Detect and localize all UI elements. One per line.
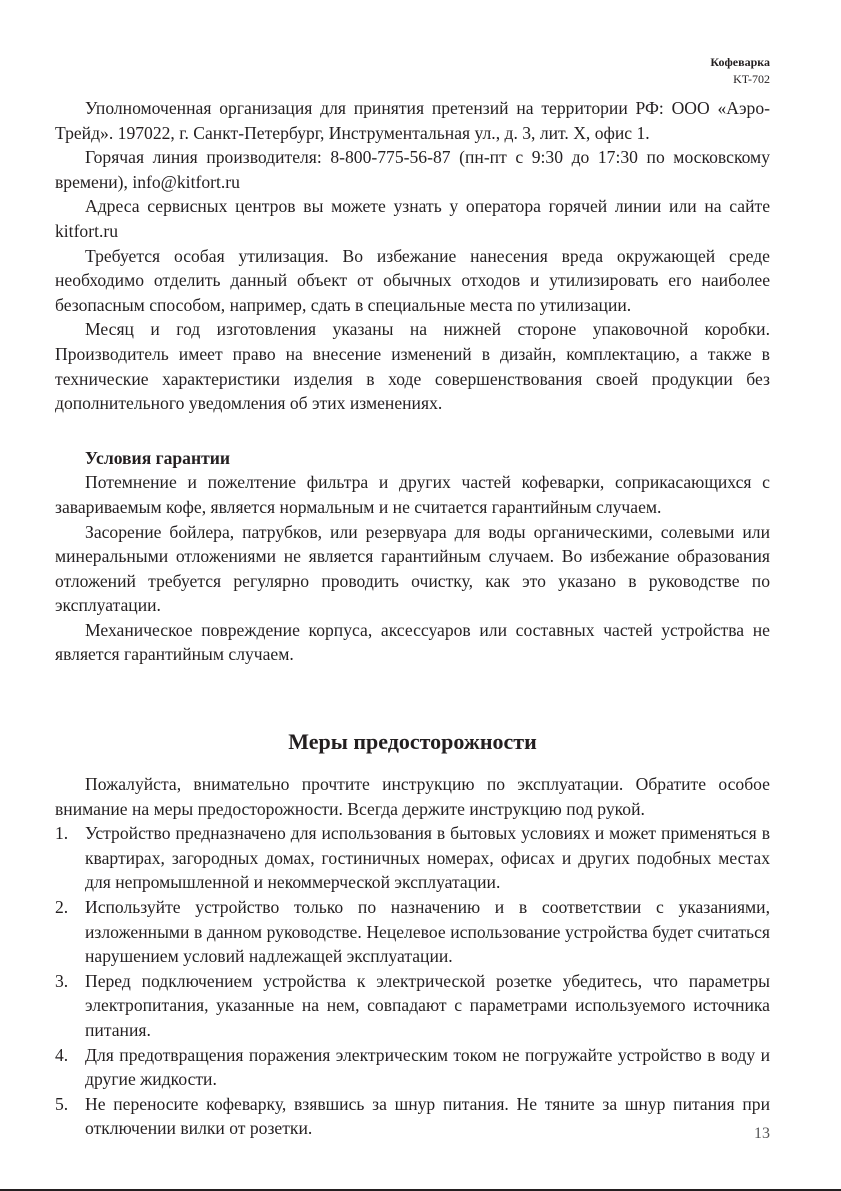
paragraph-service-centers: Адреса сервисных центров вы можете узнать у оператора горячей линии или на сайте kitfort.ru: [55, 196, 770, 241]
list-item-number: 1.: [55, 823, 69, 844]
warranty-paragraph-mechanical-damage: Механическое повреждение корпуса, аксессуаров или составных частей устройства не является гарантийным случаем.: [55, 619, 770, 665]
list-item-text: Используйте устройство только по назначению и в соответствии с указаниями, изложенными в данном руководстве. Нецелевое использование устройства будет считаться нарушением условий надлежащей эксплуатации.: [85, 897, 770, 967]
header-product-name: Кофеварка: [710, 55, 770, 69]
paragraph-authorized-organization: Уполномоченная организация для принятия претензий на территории РФ: ООО «Аэро-Трейд». 197022, г. Санкт-Петербург, Инструментальная ул., д. 3, лит. Х, офис 1.: [55, 98, 770, 143]
warranty-heading: Условия гарантии: [85, 447, 231, 468]
list-item: [55, 895, 770, 969]
list-item: [55, 1043, 770, 1092]
list-item-text: Перед подключением устройства к электрической розетке убедитесь, что параметры электропитания, указанные на нем, совпадают с параметрами используемого источника питания.: [85, 970, 770, 1040]
running-header: [710, 54, 770, 88]
warranty-paragraph-deposits: Засорение бойлера, патрубков, или резервуара для воды органическими, солевыми или минеральными отложениями не является гарантийным случаем. Во избежание образования отложений требуется регулярно проводить очистку, как это указано в руководстве по эксплуатации.: [55, 521, 770, 616]
list-item-text: Для предотвращения поражения электрическим током не погружайте устройство в воду и другие жидкости.: [85, 1044, 770, 1090]
paragraph-manufacture-date: Месяц и год изготовления указаны на нижней стороне упаковочной коробки. Производитель имеет право на внесение изменений в дизайн, комплектацию, а также в технические характеристики изделия в ходе совершенствования своей продукции без дополнительного уведомления об этих изменениях.: [55, 319, 770, 414]
precautions-list: [55, 821, 770, 1141]
paragraph-hotline: Горячая линия производителя: 8-800-775-56-87 (пн-пт с 9:30 до 17:30 по московскому времени), info@kitfort.ru: [55, 147, 770, 192]
list-item-number: 2.: [55, 897, 69, 918]
page-body: [55, 96, 770, 1141]
list-item: [55, 1092, 770, 1141]
page-number: 13: [754, 1125, 770, 1142]
list-item-text: Не переносите кофеварку, взявшись за шнур питания. Не тяните за шнур питания при отключении вилки от розетки.: [85, 1093, 770, 1139]
list-item-number: 4.: [55, 1044, 69, 1065]
precautions-intro: Пожалуйста, внимательно прочтите инструкцию по эксплуатации. Обратите особое внимание на меры предосторожности. Всегда держите инструкцию под рукой.: [55, 774, 770, 819]
list-item-text: Устройство предназначено для использования в бытовых условиях и может применяться в квартирах, загородных домах, гостиничных номерах, офисах и других подобных местах для непромышленной и некоммерческой эксплуатации.: [85, 823, 770, 893]
list-item: [55, 969, 770, 1043]
list-item-number: 5.: [55, 1093, 69, 1114]
paragraph-disposal: Требуется особая утилизация. Во избежание нанесения вреда окружающей среде необходимо отделить данный объект от обычных отходов и утилизировать его наиболее безопасным способом, например, сдать в специальные места по утилизации.: [55, 245, 770, 315]
warranty-paragraph-filter: Потемнение и пожелтение фильтра и других частей кофеварки, соприкасающихся с завариваемым кофе, является нормальным и не считается гарантийным случаем.: [55, 472, 770, 517]
precautions-title: Меры предосторожности: [288, 729, 537, 755]
header-model-number: KT-702: [733, 72, 770, 86]
list-item: [55, 821, 770, 895]
list-item-number: 3.: [55, 970, 69, 991]
